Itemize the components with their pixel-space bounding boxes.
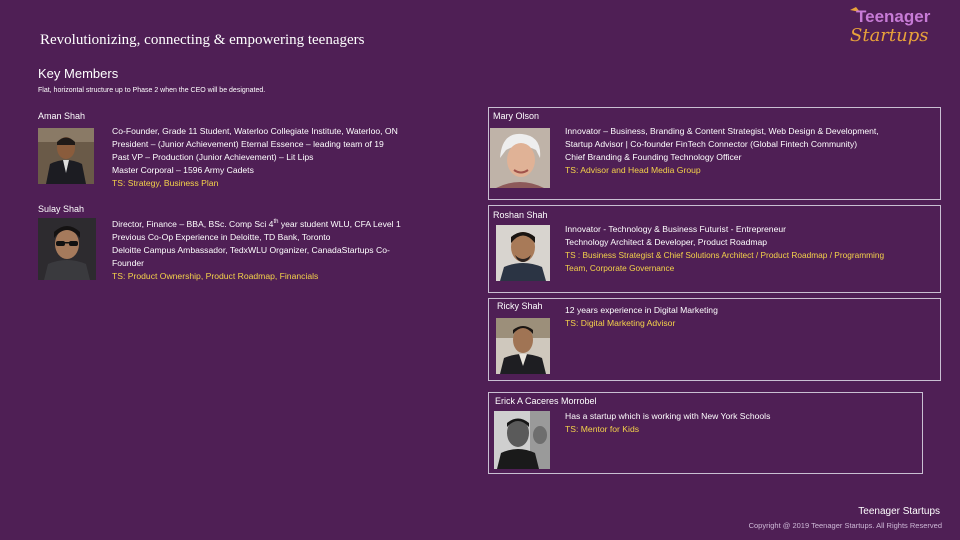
copyright-notice: Copyright @ 2019 Teenager Startups. All Rights Reserved bbox=[748, 521, 942, 530]
member-desc-sulay bbox=[112, 216, 401, 283]
member-photo-sulay bbox=[38, 218, 96, 280]
desc-line: Innovator – Business, Branding & Content Strategist, Web Design & Development, bbox=[565, 126, 879, 136]
member-name-aman: Aman Shah bbox=[38, 111, 86, 121]
ts-role: TS: Strategy, Business Plan bbox=[112, 178, 219, 188]
member-photo-aman bbox=[38, 128, 94, 184]
desc-line: Co-Founder, Grade 11 Student, Waterloo Collegiate Institute, Waterloo, ON bbox=[112, 126, 398, 136]
member-photo-erick bbox=[494, 411, 550, 469]
member-name-erick: Erick A Caceres Morrobel bbox=[495, 396, 597, 406]
desc-line: Founder bbox=[112, 257, 145, 268]
ts-role: TS: Product Ownership, Product Roadmap, Financials bbox=[112, 270, 319, 281]
structure-note: Flat, horizontal structure up to Phase 2 when the CEO will be designated. bbox=[38, 87, 266, 94]
logo-line2: Startups bbox=[850, 25, 929, 46]
desc-text: year student WLU, CFA Level 1 bbox=[278, 218, 401, 229]
member-name-mary: Mary Olson bbox=[493, 111, 540, 121]
member-name-ricky: Ricky Shah bbox=[497, 301, 543, 311]
desc-text: Director, Finance – BBA, BSc. Comp Sci 4 bbox=[112, 218, 274, 229]
member-photo-roshan bbox=[496, 225, 550, 281]
desc-line: Deloitte Campus Ambassador, TedxWLU Organizer, CanadaStartups Co- bbox=[112, 244, 390, 255]
desc-line: President – (Junior Achievement) Eternal Essence – leading team of 19 bbox=[112, 139, 384, 149]
desc-line: 12 years experience in Digital Marketing bbox=[565, 305, 718, 315]
member-desc-mary bbox=[565, 125, 879, 177]
desc-line bbox=[112, 216, 401, 231]
footer-company-name: Teenager Startups bbox=[858, 506, 940, 517]
ts-role: TS: Advisor and Head Media Group bbox=[565, 165, 701, 175]
member-desc-ricky bbox=[565, 304, 718, 330]
logo-line1: Teenager bbox=[856, 7, 931, 26]
member-photo-mary bbox=[490, 128, 550, 188]
desc-line: Has a startup which is working with New York Schools bbox=[565, 411, 771, 421]
ts-role: TS: Digital Marketing Advisor bbox=[565, 318, 676, 328]
desc-line: Previous Co-Op Experience in Deloitte, TD Bank, Toronto bbox=[112, 231, 331, 242]
desc-line: Innovator - Technology & Business Futurist - Entrepreneur bbox=[565, 224, 787, 234]
teenager-startups-logo bbox=[846, 4, 946, 46]
member-desc-roshan bbox=[565, 223, 884, 275]
member-desc-aman bbox=[112, 125, 398, 190]
desc-superscript: th bbox=[273, 219, 279, 225]
desc-line: Startup Advisor | Co-founder FinTech Connector (Global Fintech Community) bbox=[565, 139, 858, 149]
member-desc-erick bbox=[565, 410, 770, 436]
desc-line: Chief Branding & Founding Technology Officer bbox=[565, 152, 742, 162]
ts-role: Team, Corporate Governance bbox=[565, 263, 675, 273]
member-name-sulay: Sulay Shah bbox=[38, 204, 85, 214]
member-photo-ricky bbox=[496, 318, 550, 374]
desc-line: Master Corporal – 1596 Army Cadets bbox=[112, 165, 254, 175]
desc-line: Past VP – Production (Junior Achievement) – Lit Lips bbox=[112, 152, 314, 162]
section-heading: Key Members bbox=[38, 66, 119, 81]
ts-role: TS: Mentor for Kids bbox=[565, 424, 640, 434]
ts-role: TS : Business Strategist & Chief Solutions Architect / Product Roadmap / Programming bbox=[565, 250, 885, 260]
slide-title: Revolutionizing, connecting & empowering teenagers bbox=[40, 32, 365, 48]
desc-line: Technology Architect & Developer, Product Roadmap bbox=[565, 237, 768, 247]
member-name-roshan: Roshan Shah bbox=[493, 210, 548, 220]
